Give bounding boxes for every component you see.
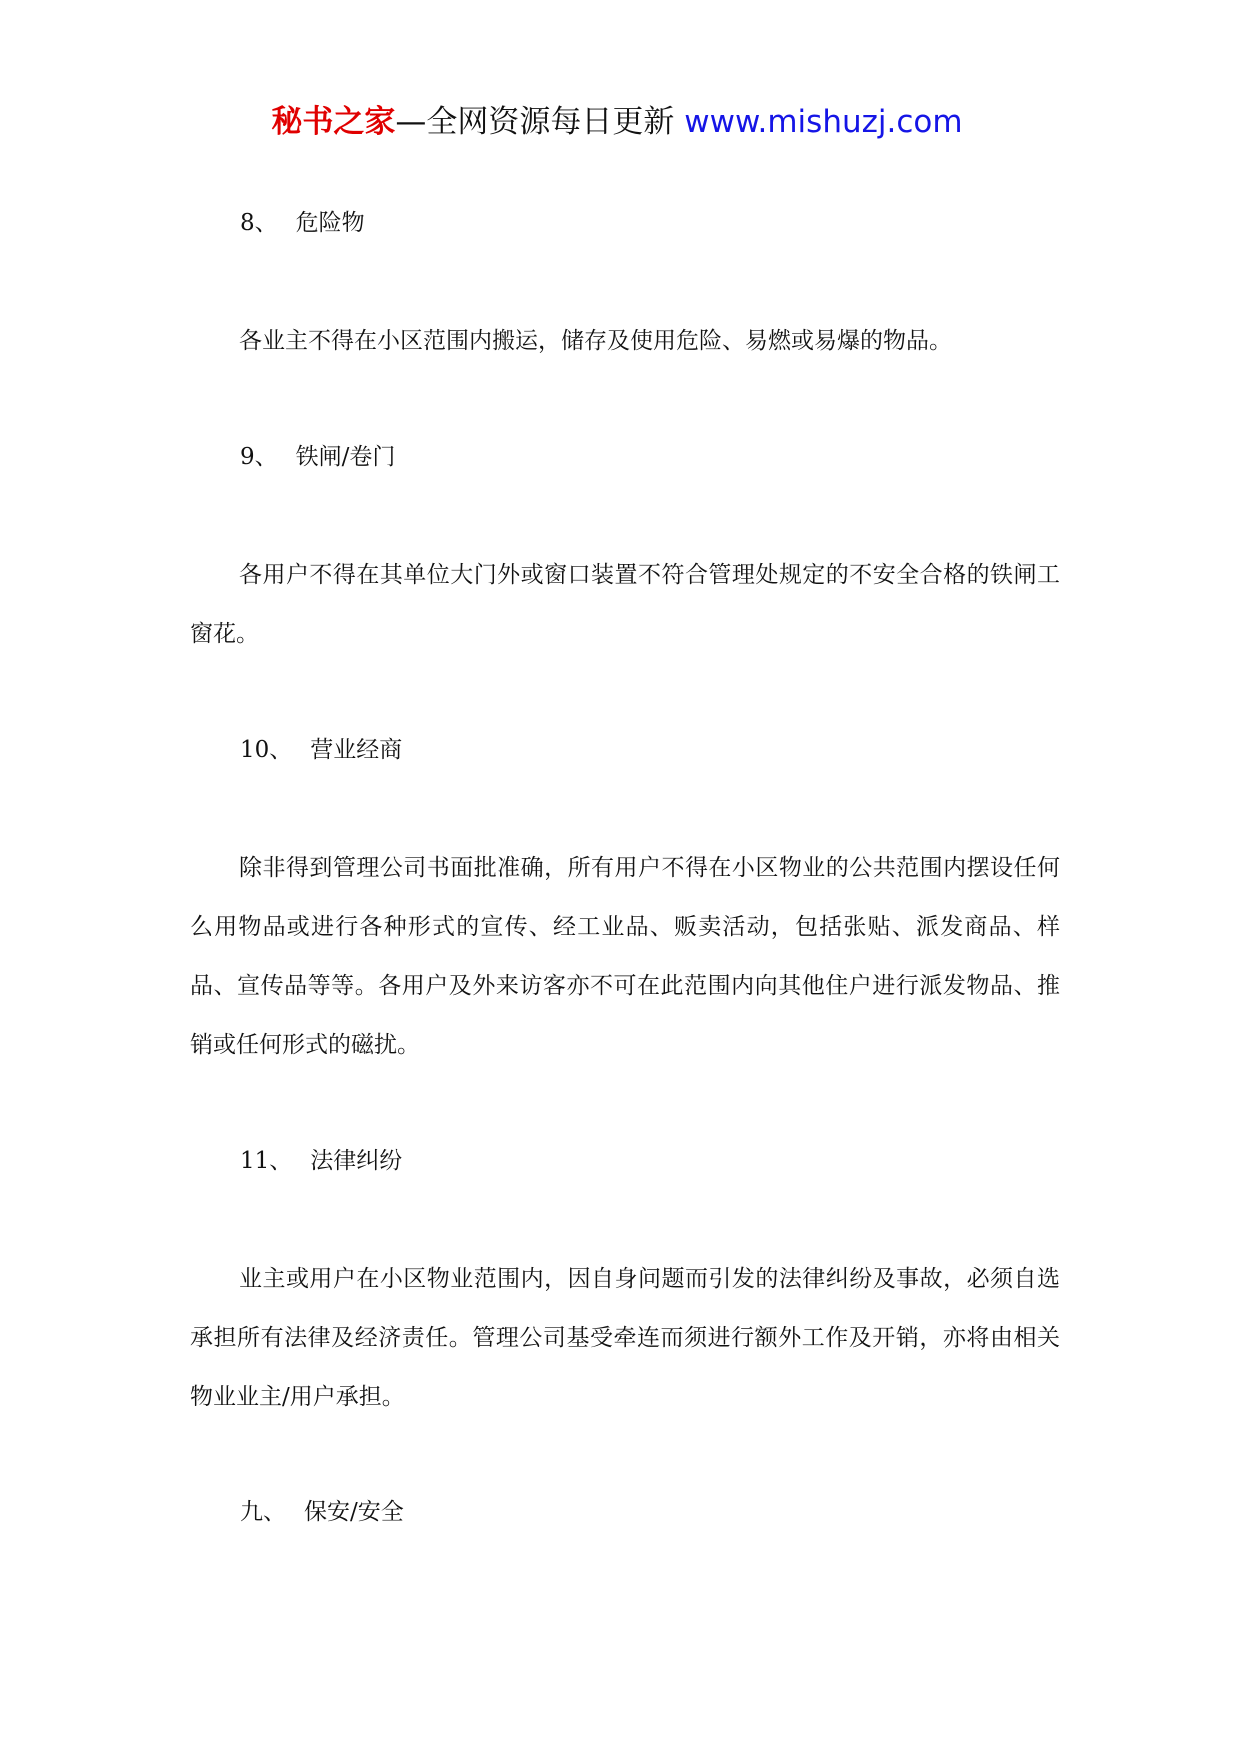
section-heading-11 — [240, 1146, 402, 1176]
section-number: 九、 — [240, 1499, 286, 1525]
section-title: 法律纠纷 — [310, 1148, 403, 1174]
site-url: www.mishuzj.com — [684, 104, 963, 140]
section-number: 11、 — [240, 1148, 293, 1174]
section-heading-10 — [240, 735, 402, 765]
brand-name: 秘书之家 — [271, 104, 396, 140]
section-paragraph-11: 业主或用户在小区物业范围内，因自身问题而引发的法律纠纷及事故，必须自选承担所有法律及经济责任。管理公司基受牵连而须进行额外工作及开销，亦将由相关物业业主/用户承担。 — [190, 1266, 1060, 1410]
section-number: 8、 — [240, 210, 278, 236]
section-heading-8 — [240, 208, 365, 238]
section-paragraph-8: 各业主不得在小区范围内搬运，储存及使用危险、易燃或易爆的物品。 — [239, 328, 952, 354]
document-header — [0, 100, 1234, 144]
section-title: 保安/安全 — [304, 1499, 404, 1525]
section-number: 10、 — [240, 737, 293, 763]
header-tagline: —全网资源每日更新 — [395, 104, 685, 140]
section-heading-9 — [240, 442, 395, 472]
section-heading-nine — [240, 1497, 404, 1527]
section-title: 危险物 — [295, 210, 365, 236]
section-title: 铁闸/卷门 — [295, 444, 396, 470]
section-paragraph-10: 除非得到管理公司书面批准确，所有用户不得在小区物业的公共范围内摆设任何么用物品或进行各种形式的宣传、经工业品、贩卖活动，包括张贴、派发商品、样品、宣传品等等。各用户及外来访客亦不可在此范围内向其他住户进行派发物品、推销或任何形式的磁扰。 — [190, 855, 1060, 1058]
section-number: 9、 — [240, 444, 278, 470]
section-title: 营业经商 — [310, 737, 403, 763]
section-paragraph-9: 各用户不得在其单位大门外或窗口装置不符合管理处规定的不安全合格的铁闸工窗花。 — [190, 562, 1060, 647]
